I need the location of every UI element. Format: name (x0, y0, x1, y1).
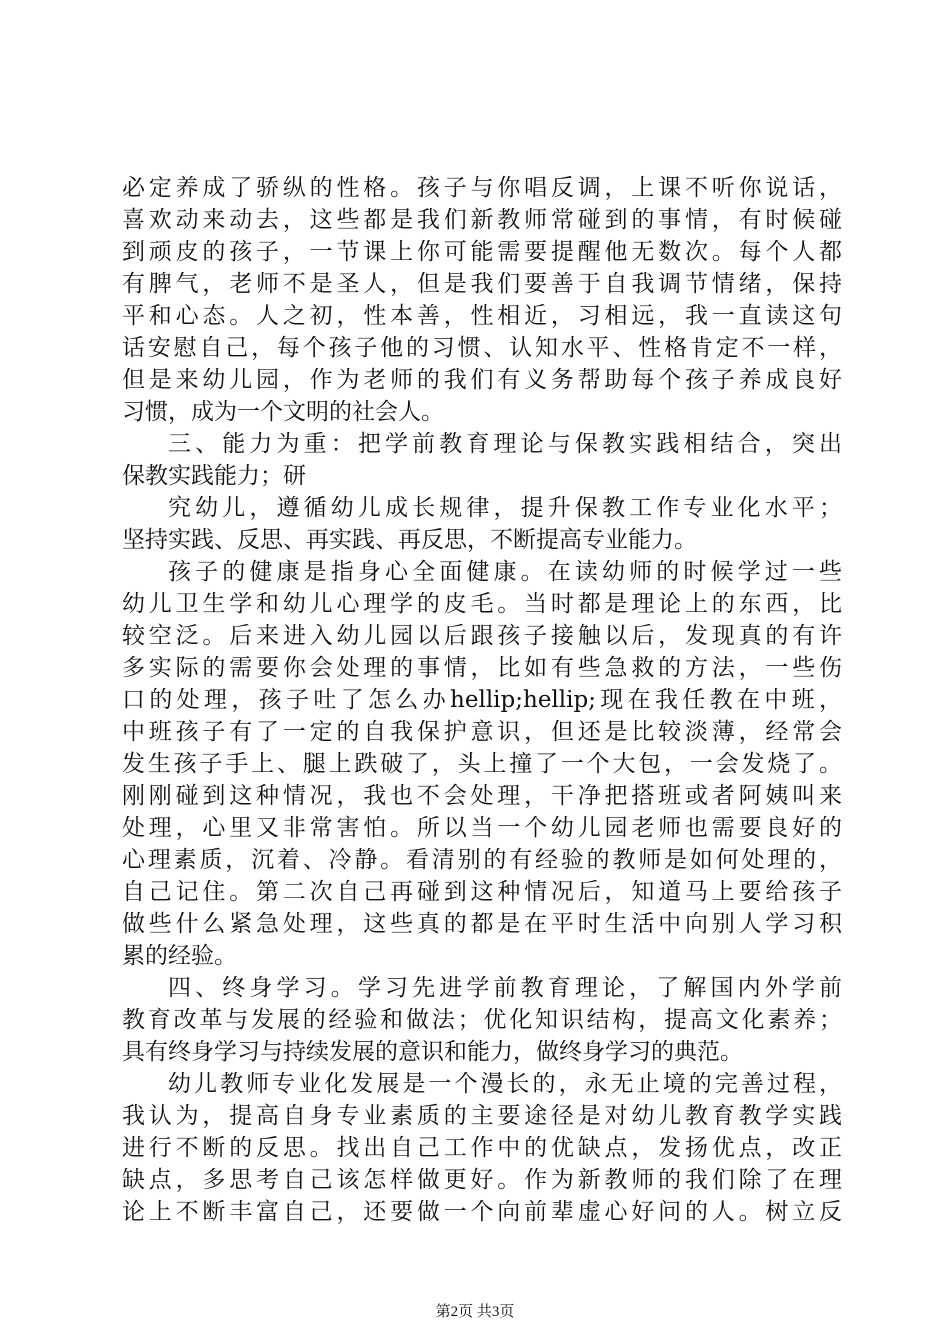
text-line: 心理素质，沉着、冷静。看清别的有经验的教师是如何处理的， (122, 847, 842, 873)
text-line: 有脾气，老师不是圣人，但是我们要善于自我调节情绪，保持 (122, 271, 842, 297)
text-line: 幼儿卫生学和幼儿心理学的皮毛。当时都是理论上的东西，比 (122, 591, 842, 617)
text-line: 具有终身学习与持续发展的意识和能力，做终身学习的典范。 (122, 1039, 743, 1065)
text-line: 习惯，成为一个文明的社会人。 (122, 399, 444, 425)
page-number-footer: 第2页 共3页 (435, 1304, 515, 1320)
text-line: 较空泛。后来进入幼儿园以后跟孩子接触以后，发现真的有许 (122, 623, 842, 649)
text-line: 必定养成了骄纵的性格。孩子与你唱反调，上课不听你说话， (122, 175, 842, 201)
text-line: 喜欢动来动去，这些都是我们新教师常碰到的事情，有时候碰 (122, 207, 842, 233)
text-line: 发生孩子手上、腿上跌破了，头上撞了一个大包，一会发烧了。 (122, 751, 842, 777)
text-line: 孩子的健康是指身心全面健康。在读幼师的时候学过一些 (168, 559, 842, 585)
text-line: 坚持实践、反思、再实践、再反思，不断提高专业能力。 (122, 527, 697, 553)
text-line: 但是来幼儿园，作为老师的我们有义务帮助每个孩子养成良好 (122, 367, 842, 393)
text-line: 刚刚碰到这种情况，我也不会处理，干净把搭班或者阿姨叫来 (122, 783, 842, 809)
text-line: 幼儿教师专业化发展是一个漫长的，永无止境的完善过程， (168, 1071, 842, 1097)
text-line: 话安慰自己，每个孩子他的习惯、认知水平、性格肯定不一样， (122, 335, 842, 361)
text-line: 累的经验。 (122, 943, 237, 969)
text-line: 四、终身学习。学习先进学前教育理论，了解国内外学前 (168, 975, 842, 1001)
text-line: 做些什么紧急处理，这些真的都是在平时生活中向别人学习积 (122, 911, 842, 937)
text-line: 到顽皮的孩子，一节课上你可能需要提醒他无数次。每个人都 (122, 239, 842, 265)
text-line: 多实际的需要你会处理的事情，比如有些急救的方法，一些伤 (122, 655, 842, 681)
text-line: 中班孩子有了一定的自我保护意识，但还是比较淡薄，经常会 (122, 719, 842, 745)
text-line: 教育改革与发展的经验和做法；优化知识结构，提高文化素养； (122, 1007, 842, 1033)
text-line: 三、能力为重：把学前教育理论与保教实践相结合，突出 (168, 431, 842, 457)
text-line: 我认为，提高自身专业素质的主要途径是对幼儿教育教学实践 (122, 1103, 842, 1129)
text-line: 进行不断的反思。找出自己工作中的优缺点，发扬优点，改正 (122, 1135, 842, 1161)
text-line: 自己记住。第二次自己再碰到这种情况后，知道马上要给孩子 (122, 879, 842, 905)
text-line: 口的处理，孩子吐了怎么办hellip;hellip;现在我任教在中班， (122, 687, 842, 713)
text-line: 论上不断丰富自己，还要做一个向前辈虚心好问的人。树立反 (122, 1199, 842, 1225)
text-line: 平和心态。人之初，性本善，性相近，习相远，我一直读这句 (122, 303, 842, 329)
text-line: 保教实践能力；研 (122, 463, 306, 489)
text-line: 究幼儿，遵循幼儿成长规律，提升保教工作专业化水平； (168, 495, 842, 521)
text-line: 缺点，多思考自己该怎样做更好。作为新教师的我们除了在理 (122, 1167, 842, 1193)
document-body (122, 172, 842, 1228)
text-line: 处理，心里又非常害怕。所以当一个幼儿园老师也需要良好的 (122, 815, 842, 841)
